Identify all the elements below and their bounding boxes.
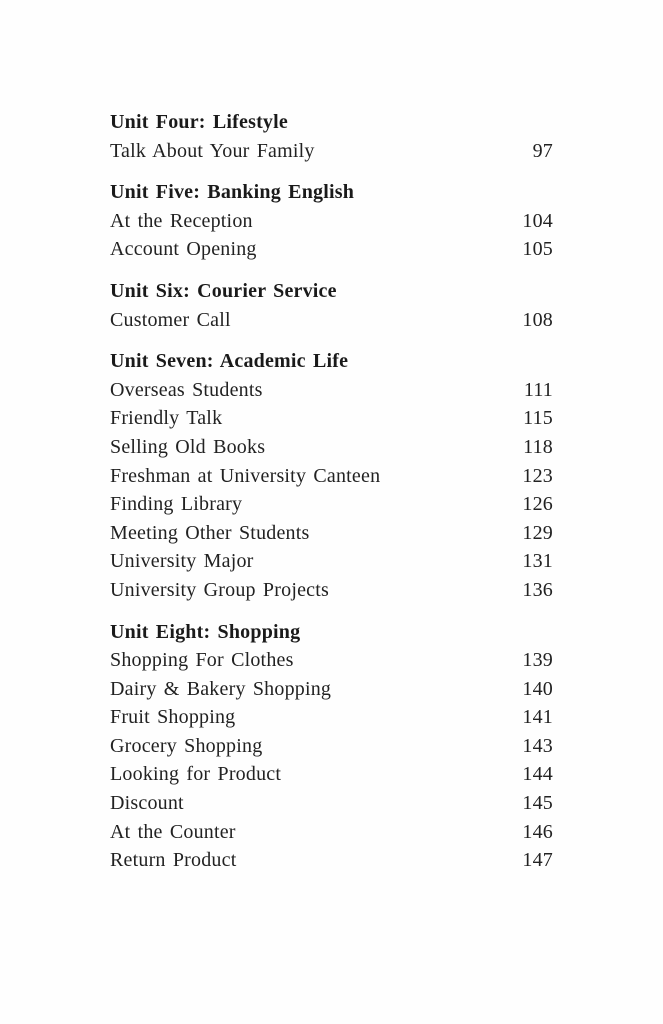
- entry-page-number: 136: [522, 578, 553, 601]
- toc-entry: [110, 462, 553, 491]
- toc: [110, 108, 553, 875]
- toc-entry: [110, 404, 553, 433]
- entry-title: Friendly Talk: [110, 407, 223, 430]
- toc-entry: [110, 760, 553, 789]
- entry-page-number: 144: [522, 763, 553, 786]
- entry-page-number: 115: [523, 407, 553, 430]
- entry-title: Return Product: [110, 849, 237, 872]
- unit-heading: Unit Eight: Shopping: [110, 620, 301, 643]
- toc-entry: [110, 490, 553, 519]
- entry-title: University Major: [110, 550, 254, 573]
- entry-page-number: 97: [532, 139, 553, 162]
- entry-title: University Group Projects: [110, 578, 329, 601]
- toc-entry: [110, 137, 553, 166]
- toc-entry: [110, 846, 553, 875]
- entry-title: Discount: [110, 792, 184, 815]
- entry-title: Customer Call: [110, 308, 231, 331]
- toc-section: [110, 178, 553, 264]
- unit-heading: Unit Six: Courier Service: [110, 279, 337, 302]
- entry-title: Meeting Other Students: [110, 521, 310, 544]
- entry-page-number: 129: [522, 521, 553, 544]
- toc-entry: [110, 789, 553, 818]
- toc-entry: [110, 818, 553, 847]
- entry-page-number: 139: [522, 649, 553, 672]
- toc-entry: [110, 547, 553, 576]
- toc-entry: [110, 519, 553, 548]
- entry-title: Finding Library: [110, 493, 243, 516]
- entry-title: At the Reception: [110, 209, 253, 232]
- toc-entry: [110, 646, 553, 675]
- entry-page-number: 105: [522, 238, 553, 261]
- entry-page-number: 145: [522, 792, 553, 815]
- entry-title: Freshman at University Canteen: [110, 464, 381, 487]
- toc-section: [110, 108, 553, 165]
- entry-page-number: 140: [522, 677, 553, 700]
- toc-entry: [110, 703, 553, 732]
- toc-section: [110, 347, 553, 604]
- entry-page-number: 104: [522, 209, 553, 232]
- entry-title: Shopping For Clothes: [110, 649, 294, 672]
- toc-entry: [110, 433, 553, 462]
- entry-page-number: 146: [522, 820, 553, 843]
- entry-title: Dairy & Bakery Shopping: [110, 677, 332, 700]
- entry-title: Talk About Your Family: [110, 139, 315, 162]
- toc-entry: [110, 675, 553, 704]
- entry-page-number: 123: [522, 464, 553, 487]
- unit-heading: Unit Seven: Academic Life: [110, 350, 349, 373]
- entry-page-number: 131: [522, 550, 553, 573]
- toc-entry: [110, 207, 553, 236]
- toc-entry: [110, 376, 553, 405]
- entry-page-number: 111: [523, 378, 553, 401]
- toc-section: [110, 618, 553, 875]
- entry-page-number: 118: [523, 435, 553, 458]
- entry-title: Fruit Shopping: [110, 706, 236, 729]
- toc-entry: [110, 732, 553, 761]
- entry-page-number: 147: [522, 849, 553, 872]
- unit-heading: Unit Four: Lifestyle: [110, 111, 288, 133]
- entry-page-number: 143: [522, 734, 553, 757]
- entry-page-number: 141: [522, 706, 553, 729]
- entry-title: Grocery Shopping: [110, 734, 263, 757]
- entry-title: Selling Old Books: [110, 435, 266, 458]
- entry-title: Overseas Students: [110, 378, 263, 401]
- entry-title: At the Counter: [110, 820, 236, 843]
- entry-page-number: 108: [522, 308, 553, 331]
- entry-title: Looking for Product: [110, 763, 282, 786]
- toc-entry: [110, 235, 553, 264]
- unit-heading: Unit Five: Banking English: [110, 181, 355, 204]
- entry-page-number: 126: [522, 493, 553, 516]
- entry-title: Account Opening: [110, 238, 257, 261]
- toc-section: [110, 277, 553, 334]
- toc-entry: [110, 576, 553, 605]
- toc-entry: [110, 306, 553, 335]
